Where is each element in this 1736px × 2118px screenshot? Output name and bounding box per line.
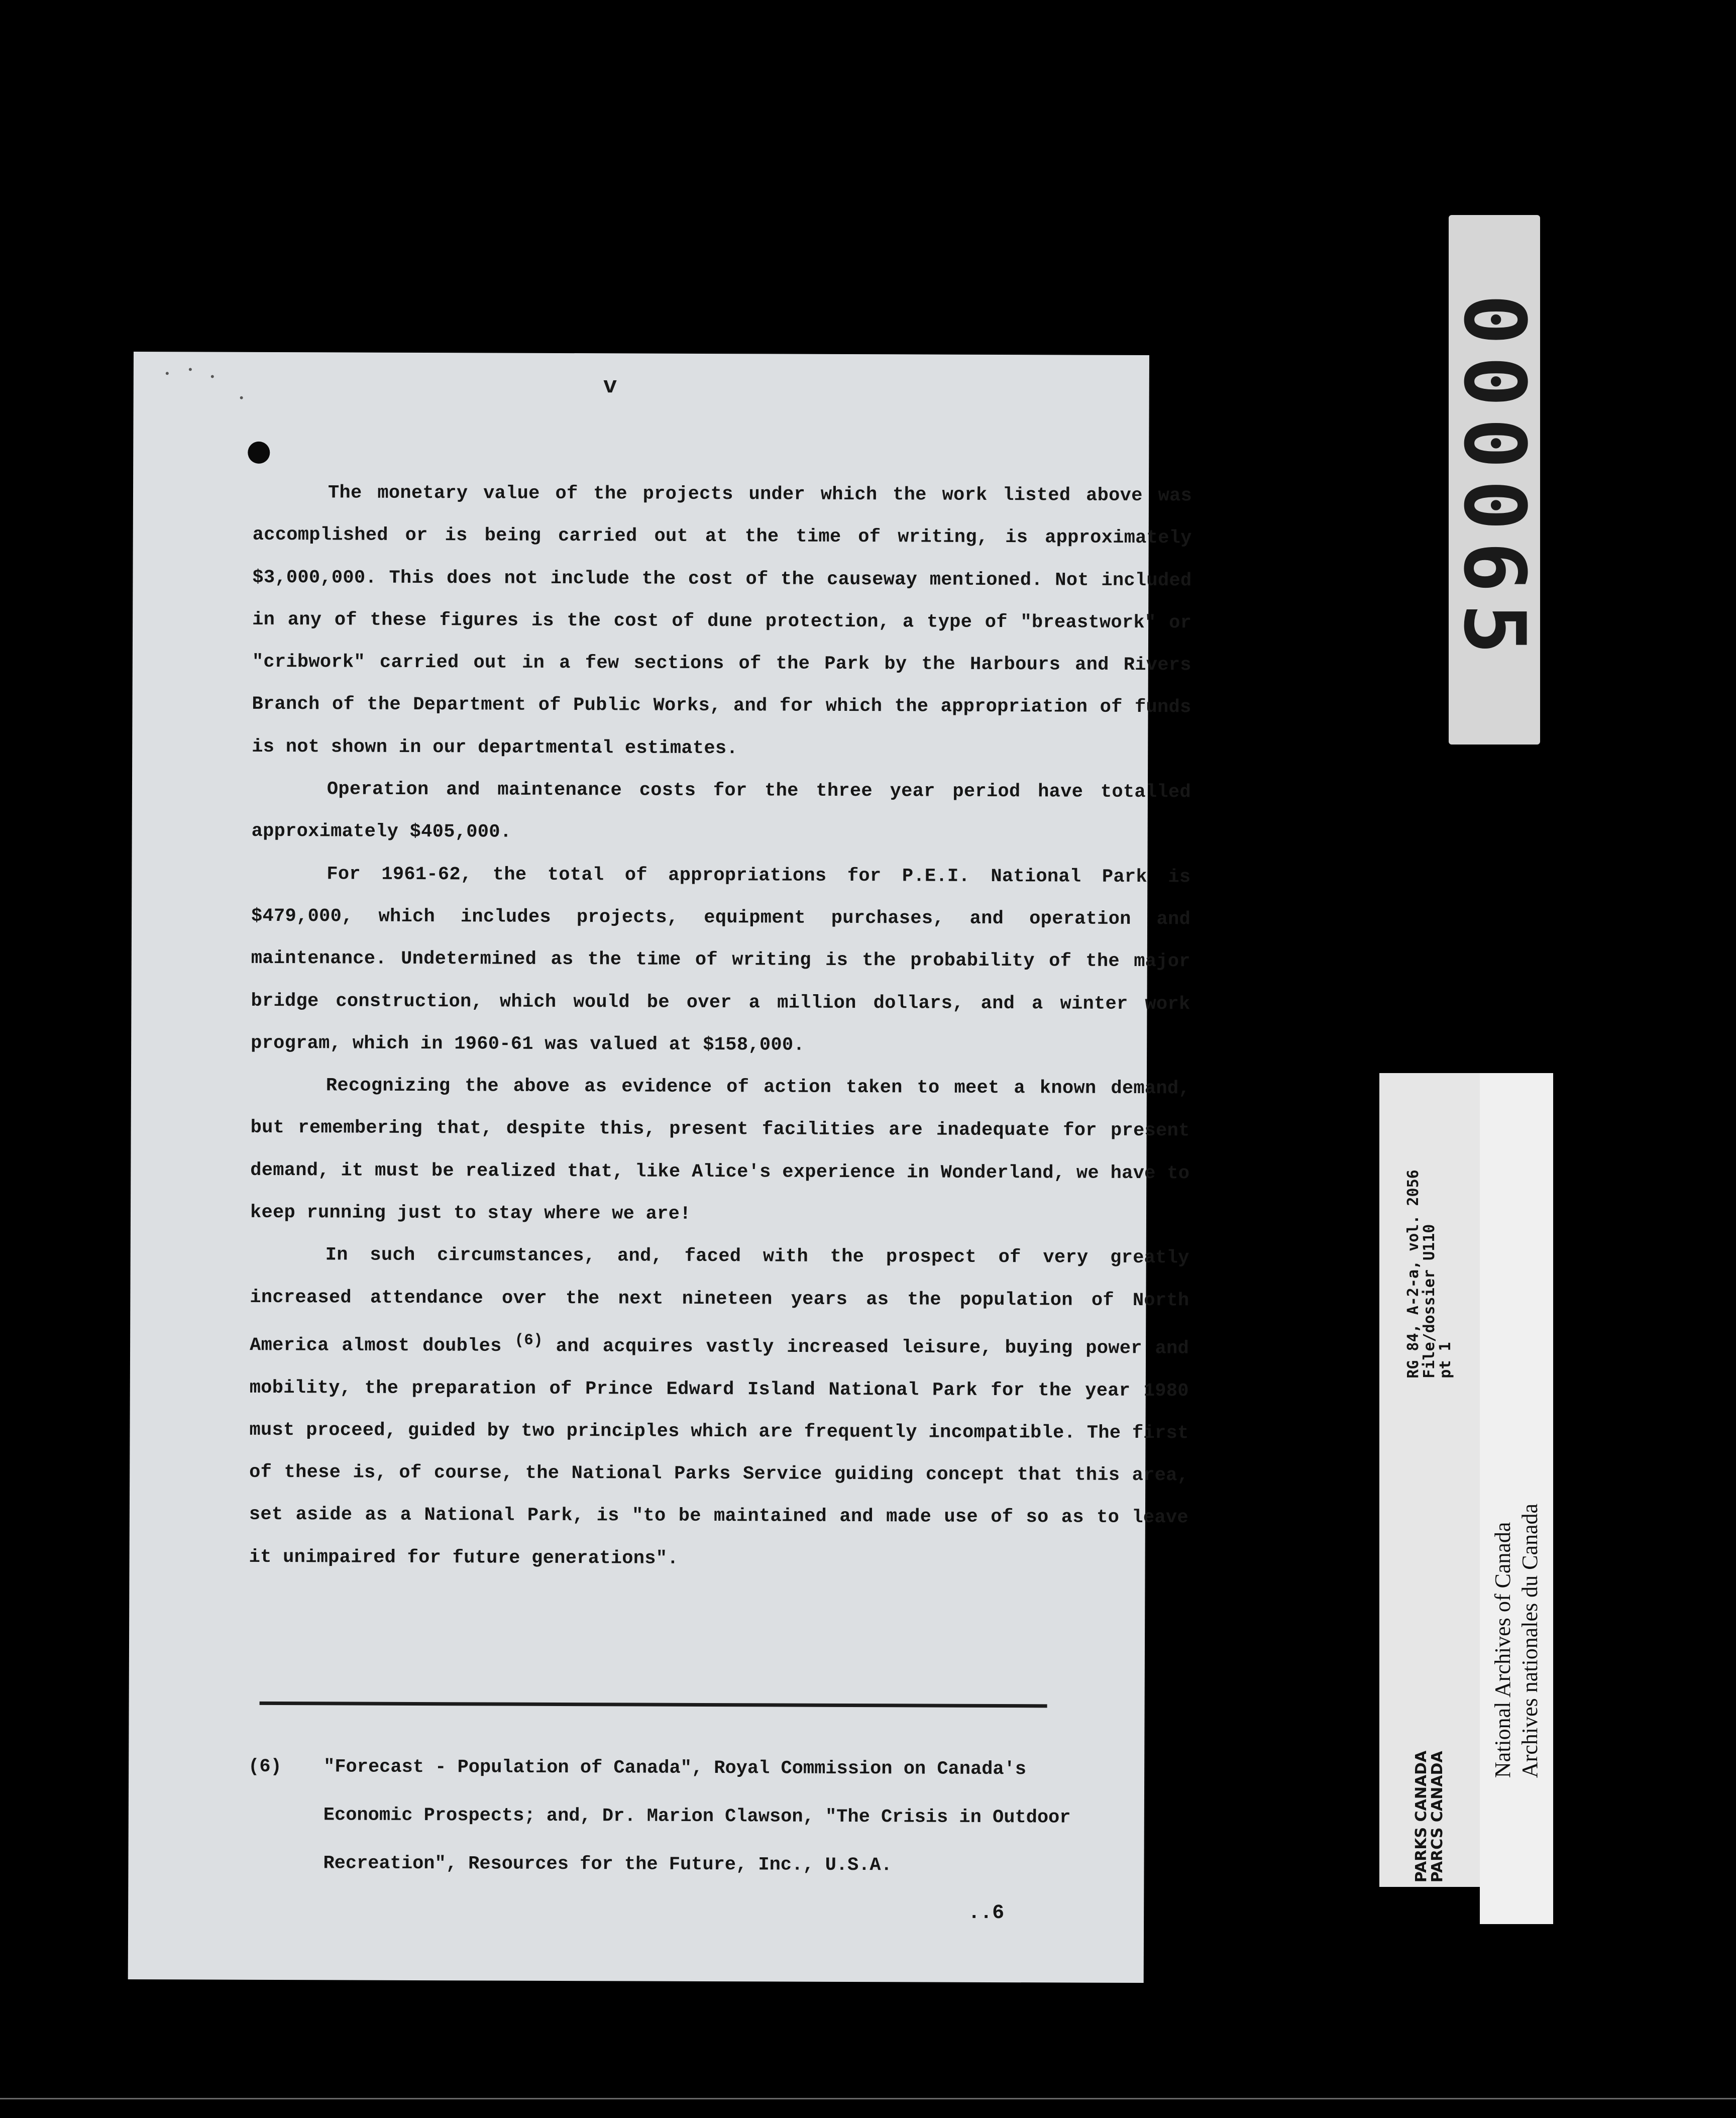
dust-speck	[166, 372, 169, 375]
agency-name	[1414, 1751, 1446, 1883]
paragraph-last	[249, 1234, 1189, 1581]
archive-reference	[1405, 1170, 1454, 1378]
paragraph-text: In such circumstances, and, faced with the prospect of very greatly increased attendance over the next nineteen years as the population of North America almost doubles	[250, 1244, 1189, 1357]
dust-speck	[211, 375, 214, 378]
punch-hole	[248, 442, 270, 464]
frame-number-tag	[1445, 215, 1544, 745]
archive-name-line: Archives nationales du Canada	[1517, 1503, 1542, 1778]
footnote-mark: (6)	[248, 1756, 282, 1778]
film-edge-line	[0, 2098, 1736, 2099]
archive-name	[1489, 1504, 1544, 1778]
paragraph: Recognizing the above as evidence of action taken to meet a known demand, but remembering that, despite this, present facilities are inadequate for present demand, it must be realized that, like Alice's experience in Wonderland, we have to keep running just to stay where we are!	[250, 1075, 1190, 1225]
paragraph: The monetary value of the projects under which the work listed above was accomplished or is being carried out at the time of writing, is approximately $3,000,000. This does not include the cost of the causeway mentioned. Not included in any of these figures is the cost of dune protection, a type of "breastwork" or "cribwork" carried out in a few sections of the Park by the Harbours and Rivers Branch of the Department of Public Works, and for which the appropriation of funds is not shown in our departmental estimates.	[252, 482, 1192, 759]
agency-name-line: PARCS CANADA	[1429, 1751, 1446, 1883]
archive-name-line: National Archives of Canada	[1490, 1522, 1515, 1778]
dust-speck	[240, 396, 243, 399]
paragraph: Operation and maintenance costs for the three year period have totalled approximately $405,000.	[251, 779, 1191, 843]
typed-page	[128, 352, 1192, 1983]
archive-name-strip	[1480, 1073, 1553, 1924]
footnote	[248, 1743, 1072, 1890]
footnote-reference: (6)	[514, 1331, 543, 1349]
archive-reference-line: File/dossier U110	[1421, 1224, 1438, 1379]
frame-number: 000065	[1445, 294, 1544, 666]
body-text	[249, 472, 1192, 1582]
archive-reference-line: pt 1	[1437, 1342, 1454, 1379]
paragraph-text: and acquires vastly increased leisure, buying power and mobility, the preparation of Prince Edward Island National Park for the year 1980 must proceed, guided by two principles which are frequently incompatible. The first of these is, of course, the National Parks Service guiding concept that this area, set aside as a National Park, is "to be maintained and made use of so as to leave it unimpaired for future generations".	[249, 1336, 1189, 1569]
archive-reference-label	[1379, 1073, 1480, 1887]
page-marker: v	[603, 373, 617, 400]
dust-speck	[189, 368, 192, 371]
paragraph: For 1961-62, the total of appropriations for P.E.I. National Park is $479,000, which includes projects, equipment purchases, and operation and maintenance. Undetermined as the time of writing is the probability of the major bridge construction, which would be over a million dollars, and a winter work program, which in 1960-61 was valued at $158,000.	[251, 864, 1191, 1056]
agency-name-line: PARKS CANADA	[1413, 1750, 1430, 1883]
footnote-text: "Forecast - Population of Canada", Royal Commission on Canada's Economic Prospects; and, Dr. Marion Clawson, "The Crisis in Outdoor Recreation", Resources for the Future, Inc., U.S.A.	[323, 1756, 1071, 1876]
page-continuation: ..6	[968, 1901, 1005, 1925]
footnote-divider	[260, 1702, 1047, 1708]
archive-reference-line: RG 84, A-2-a, vol. 2056	[1404, 1170, 1422, 1379]
